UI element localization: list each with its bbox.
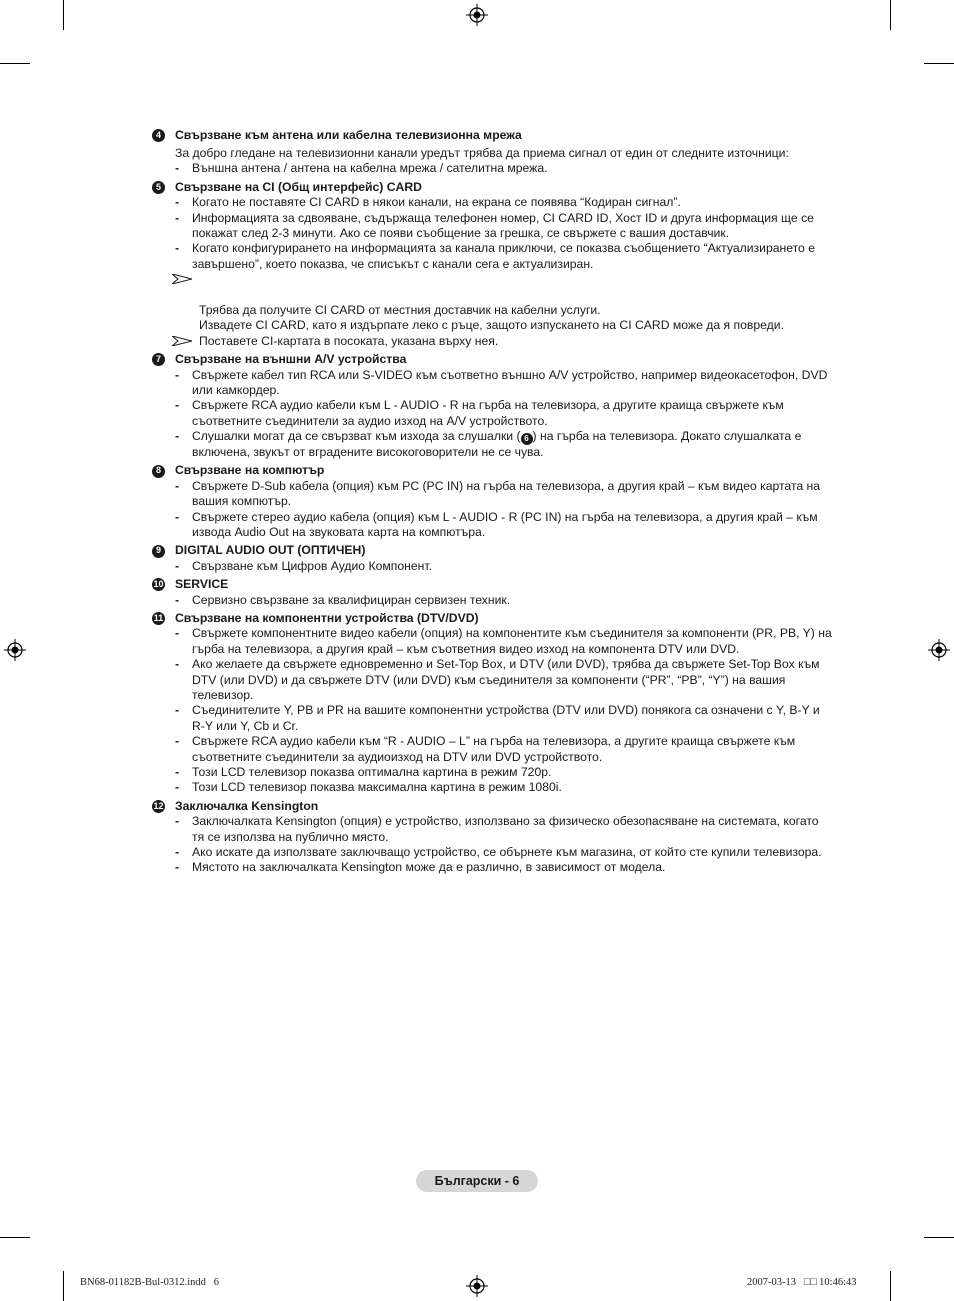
section-paragraph: За добро гледане на телевизионни канали уредът трябва да приема сигнал от един от следните източници:	[175, 145, 789, 160]
section-number-badge: 5	[152, 181, 165, 194]
section-component-devices	[152, 611, 832, 796]
list-item: - Този LCD телевизор показва максимална картина в режим 1080i.	[175, 780, 562, 795]
crop-mark	[63, 1271, 64, 1301]
crop-mark	[63, 0, 64, 30]
page-number-label: Български - 6	[416, 1170, 538, 1192]
section-heading	[152, 352, 832, 367]
section-number-badge: 4	[152, 129, 165, 142]
section-title: Свързване към антена или кабелна телевизионна мрежа	[175, 128, 522, 142]
section-heading	[152, 128, 832, 143]
section-digital-audio-out	[152, 543, 832, 574]
manual-content	[152, 128, 832, 876]
list-item: - Свържете RCA аудио кабели към “R - AUDIO – L” на гърба на телевизора, а другите краища свържете към съответните съединители за аудиоизход на DTV или DVD устройството.	[175, 734, 796, 764]
list-item: - Външна антена / антена на кабелна мрежа / сателитна мрежа.	[175, 161, 548, 176]
section-av-devices	[152, 352, 832, 460]
note-item: Поставете CI-картата в посоката, указана върху нея.	[152, 334, 832, 349]
section-title: DIGITAL AUDIO OUT (ОПТИЧЕН)	[175, 543, 366, 558]
section-computer	[152, 463, 832, 540]
section-title: SERVICE	[175, 577, 229, 592]
list-item: - Свържете компонентните видео кабели (опция) на компонентите към съединителя за компоненти (PR, PB, Y) на гърба на телевизора, а другия край – към съответния видео изход на компонента DTV или DVD.	[175, 626, 832, 656]
crop-mark	[0, 1237, 30, 1238]
section-title: Свързване на компютър	[175, 463, 325, 478]
registration-mark-icon	[466, 4, 488, 26]
note-arrow-icon	[172, 274, 192, 284]
list-item: - Сервизно свързване за квалифициран сервизен техник.	[175, 592, 511, 607]
print-timestamp: 2007-03-13 □□ 10:46:43	[747, 1277, 857, 1288]
section-number-badge: 10	[152, 578, 165, 591]
section-number-badge: 8	[152, 465, 165, 478]
list-item: - Когато не поставяте CI CARD в някои канали, на екрана се появява “Кодиран сигнал”.	[175, 195, 681, 210]
registration-mark-icon	[928, 639, 950, 661]
list-item: - Информацията за сдвояване, съдържаща телефонен номер, CI CARD ID, Хост ID и друга информация ще се покажат след 2-3 минути. Ако се появи съобщение за грешка, се свържете с вашия доставчик.	[175, 210, 814, 240]
list-item: - Свържете RCA аудио кабели към L - AUDIO - R на гърба на телевизора, а другите краища свържете към съответните съединители за аудио изход на A/V устройството.	[175, 398, 784, 428]
list-item: - Мястото на заключалката Kensington може да е различно, в зависимост от модела.	[175, 860, 666, 875]
section-heading	[152, 577, 832, 592]
section-heading	[152, 611, 832, 626]
section-number-badge: 11	[152, 612, 165, 625]
section-number-badge: 9	[152, 545, 165, 558]
crop-mark	[890, 0, 891, 30]
note-arrow-icon	[172, 336, 192, 346]
list-item: - Слушалки могат да се свързват към изхода за слушалки ( 6 ) на гърба на телевизора. Докато слушалката е включена, звукът от вградените високоговорители не се чува.	[175, 429, 802, 459]
section-title: Свързване на компонентни устройства (DTV/DVD)	[175, 610, 479, 625]
list-item: - Този LCD телевизор показва оптимална картина в режим 720p.	[175, 765, 552, 780]
list-item: - Свържете стерео аудио кабела (опция) към L - AUDIO - R (PC IN) на гърба на телевизора, а другия край – към извода Audio Out на звуковата карта на компютъра.	[175, 509, 818, 539]
list-item: - Ако искате да използвате заключващо устройство, се обърнете към магазина, от който сте купили телевизора.	[175, 845, 822, 860]
section-heading	[152, 463, 832, 478]
section-title: Заключалка Kensington	[175, 798, 319, 813]
list-item: - Когато конфигурирането на информацията за канала приключи, се показва съобщението “Актуализирането е завършено”, което показва, че списъкът с канали сега е актуализиран.	[175, 241, 815, 271]
section-kensington-lock	[152, 799, 832, 876]
list-item: - Свържете D-Sub кабела (опция) към PC (PC IN) на гърба на телевизора, а другия край – към видео картата на вашия компютър.	[175, 478, 821, 509]
list-item: - Свързване към Цифров Аудио Компонент.	[175, 558, 432, 573]
registration-mark-icon	[466, 1275, 488, 1297]
section-antenna	[152, 128, 832, 177]
section-service	[152, 577, 832, 608]
section-title: Свързване на външни A/V устройства	[175, 352, 407, 367]
crop-mark	[924, 63, 954, 64]
note-item: Трябва да получите CI CARD от местния доставчик на кабелни услуги. Извадете CI CARD, като я издърпате леко с ръце, защото изпускането на CI CARD може да я повреди.	[152, 272, 832, 334]
registration-mark-icon	[4, 639, 26, 661]
section-heading	[152, 543, 832, 558]
file-slug: BN68-01182B-Bul-0312.indd 6	[80, 1277, 220, 1288]
section-title: Свързване на CI (Общ интерфейс) CARD	[175, 179, 422, 194]
crop-mark	[0, 63, 30, 64]
list-item: - Заключалката Kensington (опция) е устройство, използвано за физическо обезопасяване на системата, когато тя се използва на публично място.	[175, 814, 819, 844]
section-number-badge: 12	[152, 800, 165, 813]
section-ci-card	[152, 180, 832, 349]
list-item: - Свържете кабел тип RCA или S-VIDEO към съответно външно A/V устройство, например видеокасетофон, DVD или камкордер.	[175, 367, 828, 397]
crop-mark	[890, 1271, 891, 1301]
list-item: - Ако желаете да свържете едновременно и Set-Top Box, и DTV (или DVD), трябва да свържете Set-Top Box към DTV (или DVD) и да свържете DTV (или DVD) към съединителя за компоненти (“PR”, “PB”, “Y”) на вашия телевизор.	[175, 657, 820, 703]
section-number-badge: 7	[152, 353, 165, 366]
headphone-port-number-badge: 6	[521, 433, 533, 445]
section-heading	[152, 180, 832, 195]
list-item: - Съединителите Y, PB и PR на вашите компонентни устройства (DTV или DVD) понякога са означени с Y, B-Y и R-Y или Y, Cb и Cr.	[175, 703, 820, 733]
crop-mark	[924, 1237, 954, 1238]
section-heading	[152, 799, 832, 814]
